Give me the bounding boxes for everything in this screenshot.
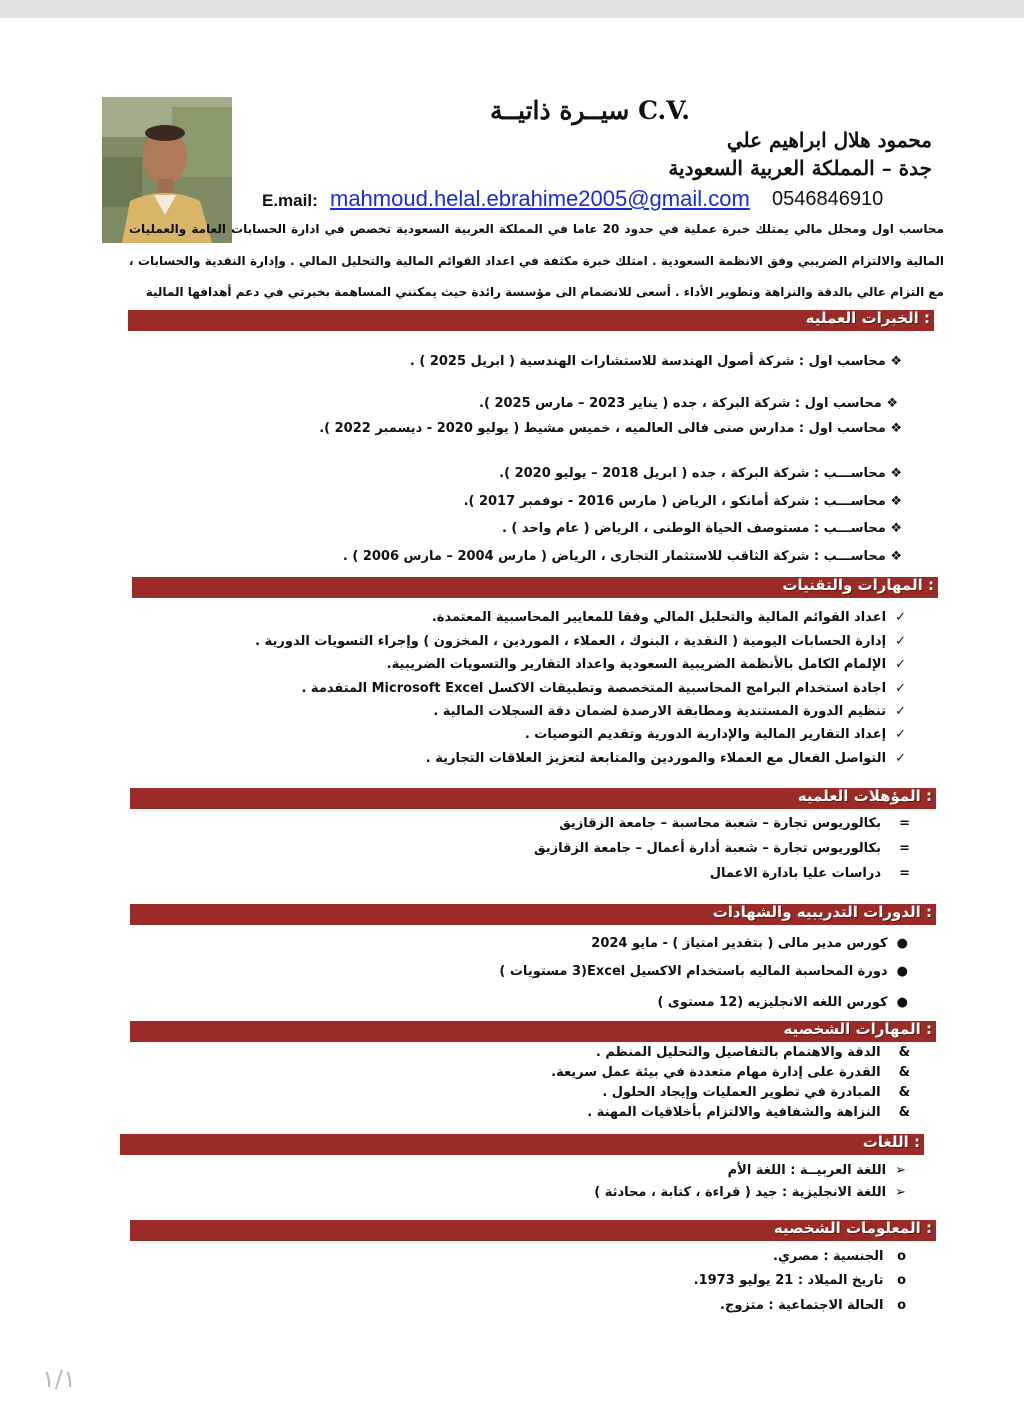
full-name: محمود هلال ابراهيم علي: [726, 128, 932, 152]
experience-item: ❖ محاســـب : شركة البركة ، جده ( ابريل 2018 – يوليو 2020 ).: [499, 466, 902, 481]
skill-item: ✓ إعداد التقارير المالية والإدارية الدورية وتقديم التوصيات .: [524, 727, 906, 742]
section-heading: الدورات التدريبيه والشهادات :: [712, 903, 932, 921]
diamond-bullet-icon: ❖: [890, 354, 902, 369]
check-icon: ✓: [895, 751, 906, 766]
equals-bullet-icon: =: [899, 816, 910, 831]
language-item: ➢ اللغة العربيــة : اللغة الأم: [727, 1163, 906, 1178]
experience-item: ❖ محاســـب : مستوصف الحياة الوطنى ، الرياض ( عام واحد ) .: [501, 521, 902, 536]
phone-number: 0546846910: [772, 188, 884, 210]
cv-title: سيــرة ذاتيــة C.V.: [490, 96, 690, 125]
experience-item: ❖ محاسب اول : شركة أصول الهندسة للاستشارات الهندسية ( ابريل 2025 ) .: [409, 354, 902, 369]
experience-item: ❖ محاســـب : شركة الثاقب للاستثمار التجارى ، الرياض ( مارس 2004 – مارس 2006 ) .: [342, 549, 902, 564]
section-skills: [132, 577, 938, 598]
arrow-bullet-icon: ➢: [895, 1185, 906, 1200]
personal-skill-item: & الدقة والاهتمام بالتفاصيل والتحليل المنظم .: [595, 1045, 910, 1060]
personal-info-item: o تاريخ الميلاد : 21 يوليو 1973.: [693, 1273, 906, 1288]
skill-item: ✓ اعداد القوائم المالية والتحليل المالي وفقا للمعايير المحاسبية المعتمدة.: [431, 610, 906, 625]
section-heading: الخبرات العمليه :: [805, 309, 930, 327]
email-label: E.mail:: [262, 191, 318, 210]
personal-skill-item: & المبادرة في تطوير العمليات وإيجاد الحلول .: [602, 1085, 910, 1100]
dot-bullet-icon: ●: [896, 995, 908, 1010]
diamond-bullet-icon: ❖: [890, 466, 902, 481]
dot-bullet-icon: ●: [896, 936, 908, 951]
qualification-item: = بكالوريوس تجارة – شعبة محاسبة – جامعة الزقازيق: [559, 816, 910, 831]
arrow-bullet-icon: ➢: [895, 1163, 906, 1178]
experience-item: ❖ محاســـب : شركة أمانكو ، الرياض ( مارس 2016 - نوفمبر 2017 ).: [463, 494, 902, 509]
professional-summary: محاسب اول ومحلل مالي يمتلك خبرة عملية في حدود 20 عاما في المملكة العربية السعودية تخصص في ادارة الحسابات العامة والعمليات المالية والالتزام الضريبي وفق الانظمة السعودية . امتلك خبرة مكثفة في اعداد القوائم المالية والتحليل المالي . وإدارة النقدية والحسابات ، مع التزام عالي بالدقة والنزاهة وتطوير الأداء . أسعى للانضمام الى مؤسسة رائدة حيث يمكنني المساهمة بخبرتي في دعم أهدافها المالية: [129, 222, 944, 299]
check-icon: ✓: [895, 610, 906, 625]
section-heading: المهارات والتقنيات :: [782, 576, 934, 594]
circle-bullet-icon: o: [897, 1273, 906, 1288]
section-personal-info: [130, 1220, 936, 1241]
equals-bullet-icon: =: [899, 841, 910, 856]
diamond-bullet-icon: ❖: [886, 396, 898, 411]
personal-info-item: o الجنسية : مصري.: [773, 1249, 906, 1264]
check-icon: ✓: [895, 704, 906, 719]
ampersand-bullet-icon: &: [898, 1045, 910, 1060]
location: جدة – المملكة العربية السعودية: [668, 156, 932, 180]
language-item: ➢ اللغة الانجليزية : جيد ( قراءة ، كتابة ، محادثة ): [594, 1185, 906, 1200]
section-qualifications: [130, 788, 936, 809]
diamond-bullet-icon: ❖: [890, 521, 902, 536]
course-item: ● دورة المحاسبة الماليه باستخدام الاكسيل Excel(3 مستويات ): [499, 964, 908, 979]
personal-skill-item: & القدرة على إدارة مهام متعددة في بيئة عمل سريعة.: [551, 1065, 910, 1080]
skill-item: ✓ إدارة الحسابات اليومية ( النقدية ، البنوك ، العملاء ، الموردين ، المخزون ) وإجراء التسويات الدورية .: [255, 634, 906, 649]
equals-bullet-icon: =: [899, 866, 910, 881]
page-number: ١/١: [42, 1365, 76, 1393]
section-courses: [130, 904, 936, 925]
section-heading: المؤهلات العلميه :: [797, 787, 932, 805]
experience-item: ❖ محاسب اول : مدارس صنى فالى العالميه ، خميس مشيط ( يوليو 2020 - ديسمبر 2022 ).: [319, 421, 902, 436]
qualification-item: = دراسات عليا بادارة الاعمال: [709, 866, 910, 881]
email-link[interactable]: mahmoud.helal.ebrahime2005@gmail.com: [330, 186, 750, 211]
circle-bullet-icon: o: [897, 1249, 906, 1264]
ampersand-bullet-icon: &: [898, 1085, 910, 1100]
ampersand-bullet-icon: &: [898, 1105, 910, 1120]
course-item: ● كورس مدير مالى ( بتقدير امتياز ) - مايو 2024: [591, 936, 908, 951]
diamond-bullet-icon: ❖: [890, 494, 902, 509]
section-experience: [128, 310, 934, 331]
section-personal-skills: [130, 1021, 936, 1042]
skill-item: ✓ تنظيم الدورة المستندية ومطابقة الارصدة لضمان دقة السجلات المالية .: [433, 704, 906, 719]
course-item: ● كورس اللغه الانجليزيه (12 مستوى ): [657, 995, 908, 1010]
qualification-item: = بكالوريوس تجارة – شعبة أدارة أعمال – جامعة الزقازيق: [533, 841, 910, 856]
diamond-bullet-icon: ❖: [890, 549, 902, 564]
section-heading: المعلومات الشخصيه :: [773, 1219, 932, 1237]
skill-item: ✓ اجادة استخدام البرامج المحاسبية المتخصصة وتطبيقات الاكسل Microsoft Excel المتقدمة .: [301, 681, 906, 696]
personal-info-item: o الحالة الاجتماعية : متزوج.: [720, 1298, 906, 1313]
skill-item: ✓ الإلمام الكامل بالأنظمة الضريبية السعودية واعداد التقارير والتسويات الضريبية.: [386, 657, 906, 672]
check-icon: ✓: [895, 681, 906, 696]
section-heading: المهارات الشخصيه :: [783, 1020, 932, 1038]
section-heading: اللغات :: [862, 1133, 920, 1151]
check-icon: ✓: [895, 657, 906, 672]
ampersand-bullet-icon: &: [898, 1065, 910, 1080]
personal-skill-item: & النزاهة والشفافية والالتزام بأخلاقيات المهنة .: [587, 1105, 910, 1120]
check-icon: ✓: [895, 634, 906, 649]
section-languages: [120, 1134, 924, 1155]
diamond-bullet-icon: ❖: [890, 421, 902, 436]
check-icon: ✓: [895, 727, 906, 742]
skill-item: ✓ التواصل الفعال مع العملاء والموردين والمتابعة لتعزيز العلاقات التجارية .: [425, 751, 906, 766]
experience-item: ❖ محاسب اول : شركة البركة ، جده ( يناير 2023 – مارس 2025 ).: [479, 396, 898, 411]
circle-bullet-icon: o: [897, 1298, 906, 1313]
dot-bullet-icon: ●: [896, 964, 908, 979]
